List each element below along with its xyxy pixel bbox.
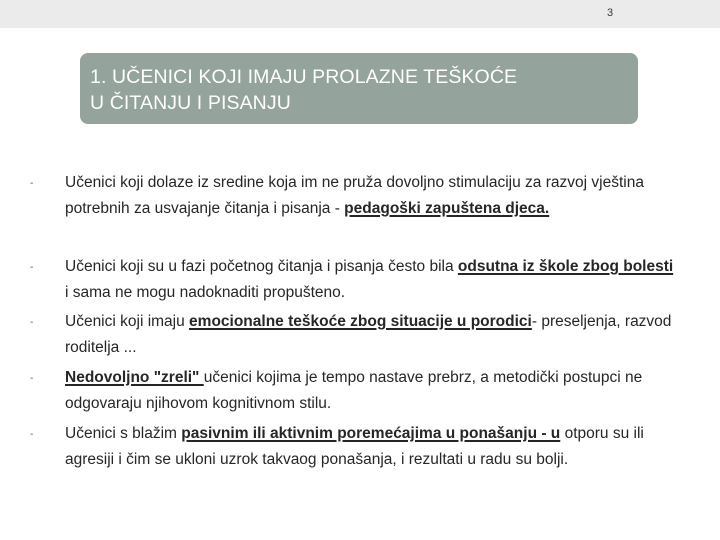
bullet-marker: -	[30, 373, 34, 384]
bullet-emphasis: odsutna iz škole zbog bolesti	[457, 258, 674, 275]
bullet-item-5	[30, 421, 675, 473]
bullet-item-1	[30, 170, 675, 222]
bullet-emphasis: pasivnim ili aktivnim poremećajima u ponašanju - u	[181, 425, 561, 442]
bullet-text-tail: - preseljenja, razvod roditelja ...	[65, 313, 672, 356]
bullet-text: Učenici s blažim	[65, 425, 182, 442]
bullet-text: Učenici koji su u fazi početnog čitanja i pisanja često bila	[65, 258, 458, 275]
bullet-emphasis: Nedovoljno "zreli"	[65, 369, 204, 386]
bullet-text: Učenici koji dolaze iz sredine koja im ne pruža dovoljno stimulaciju za razvoj vještina potrebnih za usvajanje čitanja i pisanja -	[65, 174, 644, 217]
page-number: 3	[606, 7, 614, 19]
bullet-text-tail: i sama ne mogu nadoknaditi propušteno.	[65, 284, 346, 301]
bullet-text: Učenici koji imaju	[65, 313, 190, 330]
bullet-text-tail: otporu su ili agresiji i čim se ukloni uzrok takvaog ponašanja, i rezultati u radu su bolji.	[65, 425, 644, 468]
slide-title-line-1: 1. UČENICI KOJI IMAJU PROLAZNE TEŠKOĆE	[90, 66, 518, 88]
bullet-item-2	[30, 254, 675, 306]
slide-title-line-2: U ČITANJU I PISANJU	[90, 92, 291, 114]
bullet-item-4	[30, 365, 675, 417]
bullet-text-tail: učenici kojima je tempo nastave prebrz, a metodički postupci ne odgovaraju njihovom kognitivnom stilu.	[65, 369, 643, 412]
bullet-marker: -	[30, 317, 34, 328]
bullet-marker: -	[30, 429, 34, 440]
bullet-item-3	[30, 309, 675, 361]
slide-top-bar	[0, 0, 720, 28]
bullet-marker: -	[30, 178, 34, 189]
slide-title-box	[80, 53, 638, 124]
bullet-marker: -	[30, 262, 34, 273]
bullet-emphasis: emocionalne teškoće zbog situacije u porodici	[189, 313, 532, 330]
bullet-emphasis: pedagoški zapuštena djeca.	[344, 200, 550, 217]
